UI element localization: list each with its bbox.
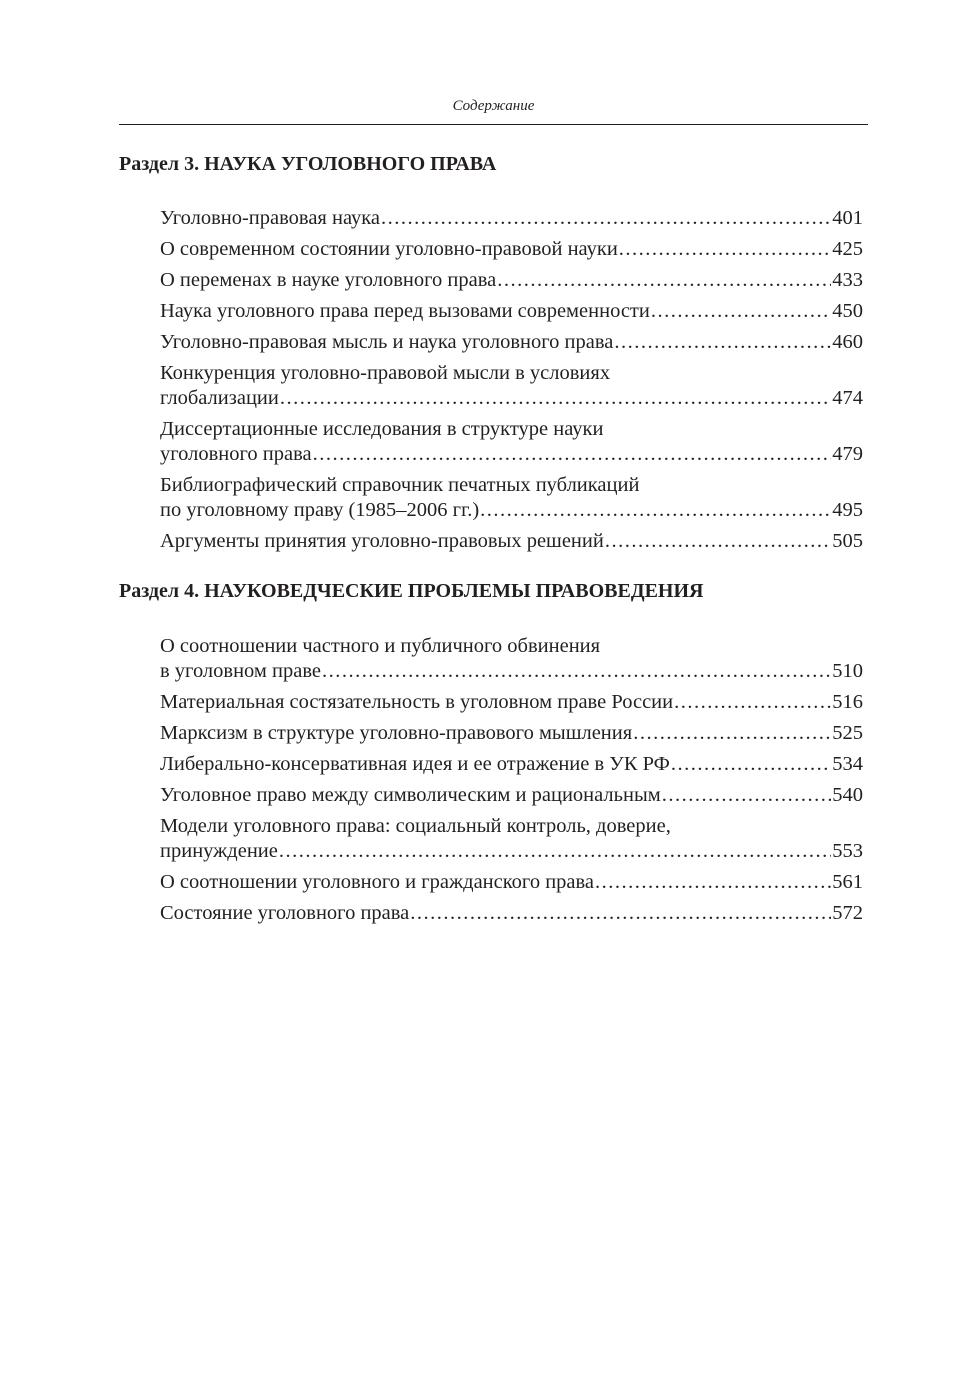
dot-leader	[279, 839, 831, 864]
dot-leader	[313, 442, 832, 467]
toc-row	[160, 839, 863, 864]
toc-row	[160, 206, 863, 231]
toc-entry-title: Уголовно-правовая мысль и наука уголовного права	[160, 331, 614, 353]
toc-entry-title-line1: Конкуренция уголовно-правовой мысли в условиях	[160, 362, 611, 384]
dot-leader	[497, 268, 831, 293]
toc-entry-title: по уголовному праву (1985–2006 гг.)	[160, 499, 480, 521]
toc-entry[interactable]	[160, 690, 863, 715]
toc-entry-title: Уголовное право между символическим и рациональным	[160, 784, 661, 806]
toc-entry-title: Состояние уголовного права	[160, 902, 410, 924]
toc-entry[interactable]	[160, 634, 863, 684]
toc-list-section-3	[160, 206, 863, 560]
toc-entry-page: 572	[832, 902, 863, 924]
toc-row	[160, 783, 863, 808]
toc-entry-title-line1: Библиографический справочник печатных публикаций	[160, 474, 640, 496]
toc-entry-title: Марксизм в структуре уголовно-правового мышления	[160, 722, 633, 744]
toc-row	[160, 752, 863, 777]
toc-entry-page: 401	[832, 207, 863, 229]
dot-leader	[633, 721, 831, 746]
toc-entry-page: 516	[832, 691, 863, 713]
toc-entry[interactable]	[160, 870, 863, 895]
dot-leader	[595, 870, 831, 895]
dot-leader	[671, 752, 831, 777]
toc-entry-title: О переменах в науке уголовного права	[160, 269, 497, 291]
toc-row	[160, 330, 863, 355]
toc-entry[interactable]	[160, 783, 863, 808]
toc-row	[160, 870, 863, 895]
toc-entry-title: Либерально-консервативная идея и ее отражение в УК РФ	[160, 753, 670, 775]
toc-entry-page: 479	[832, 443, 863, 465]
toc-entry-page: 561	[832, 871, 863, 893]
dot-leader	[605, 529, 831, 554]
dot-leader	[674, 690, 831, 715]
toc-row	[160, 721, 863, 746]
toc-entry-title-line1: О соотношении частного и публичного обвинения	[160, 635, 601, 657]
dot-leader	[381, 206, 831, 231]
toc-entry-page: 450	[832, 300, 863, 322]
dot-leader	[322, 659, 831, 684]
toc-entry-title: принуждение	[160, 840, 278, 862]
toc-entry[interactable]	[160, 237, 863, 262]
toc-entry-page: 510	[832, 660, 863, 682]
toc-entry[interactable]	[160, 752, 863, 777]
dot-leader	[651, 299, 831, 324]
section-heading-3: Раздел 3. НАУКА УГОЛОВНОГО ПРАВА	[119, 153, 497, 175]
toc-entry-title: в уголовном праве	[160, 660, 321, 682]
toc-entry-title-line1: Модели уголовного права: социальный контроль, доверие,	[160, 815, 671, 837]
toc-row	[160, 498, 863, 523]
toc-entry[interactable]	[160, 330, 863, 355]
toc-entry-title: Материальная состязательность в уголовном праве России	[160, 691, 674, 713]
toc-row	[160, 299, 863, 324]
toc-entry-title: Наука уголовного права перед вызовами современности	[160, 300, 650, 322]
toc-row	[160, 268, 863, 293]
toc-entry-title: уголовного права	[160, 443, 312, 465]
toc-entry[interactable]	[160, 361, 863, 411]
toc-entry-title: глобализации	[160, 387, 279, 409]
toc-entry[interactable]	[160, 417, 863, 467]
dot-leader	[410, 901, 831, 926]
toc-entry[interactable]	[160, 473, 863, 523]
toc-entry-page: 540	[832, 784, 863, 806]
toc-entry-title: О соотношении уголовного и гражданского права	[160, 871, 595, 893]
toc-list-section-4	[160, 634, 863, 932]
toc-row	[160, 386, 863, 411]
toc-entry-page: 553	[832, 840, 863, 862]
toc-entry[interactable]	[160, 901, 863, 926]
toc-row	[160, 901, 863, 926]
toc-entry-page: 433	[832, 269, 863, 291]
toc-entry-page: 474	[832, 387, 863, 409]
toc-entry-page: 425	[832, 238, 863, 260]
header-rule	[119, 124, 868, 125]
running-header: Содержание	[452, 98, 535, 114]
toc-entry[interactable]	[160, 721, 863, 746]
dot-leader	[662, 783, 832, 808]
dot-leader	[280, 386, 831, 411]
toc-entry-page: 505	[832, 530, 863, 552]
toc-entry-title-line1: Диссертационные исследования в структуре науки	[160, 418, 604, 440]
toc-entry-title: О современном состоянии уголовно-правовой науки	[160, 238, 618, 260]
toc-row	[160, 659, 863, 684]
section-heading-4: Раздел 4. НАУКОВЕДЧЕСКИЕ ПРОБЛЕМЫ ПРАВОВЕДЕНИЯ	[119, 580, 704, 602]
toc-entry[interactable]	[160, 529, 863, 554]
toc-entry[interactable]	[160, 206, 863, 231]
toc-entry[interactable]	[160, 814, 863, 864]
dot-leader	[614, 330, 831, 355]
toc-entry-page: 495	[832, 499, 863, 521]
toc-entry-page: 534	[832, 753, 863, 775]
toc-row	[160, 529, 863, 554]
dot-leader	[619, 237, 831, 262]
toc-entry-page: 460	[832, 331, 863, 353]
toc-entry-title: Уголовно-правовая наука	[160, 207, 380, 229]
toc-entry[interactable]	[160, 268, 863, 293]
toc-row	[160, 690, 863, 715]
toc-entry[interactable]	[160, 299, 863, 324]
toc-row	[160, 237, 863, 262]
toc-entry-title: Аргументы принятия уголовно-правовых решений	[160, 530, 604, 552]
dot-leader	[480, 498, 831, 523]
toc-row	[160, 442, 863, 467]
toc-entry-page: 525	[832, 722, 863, 744]
